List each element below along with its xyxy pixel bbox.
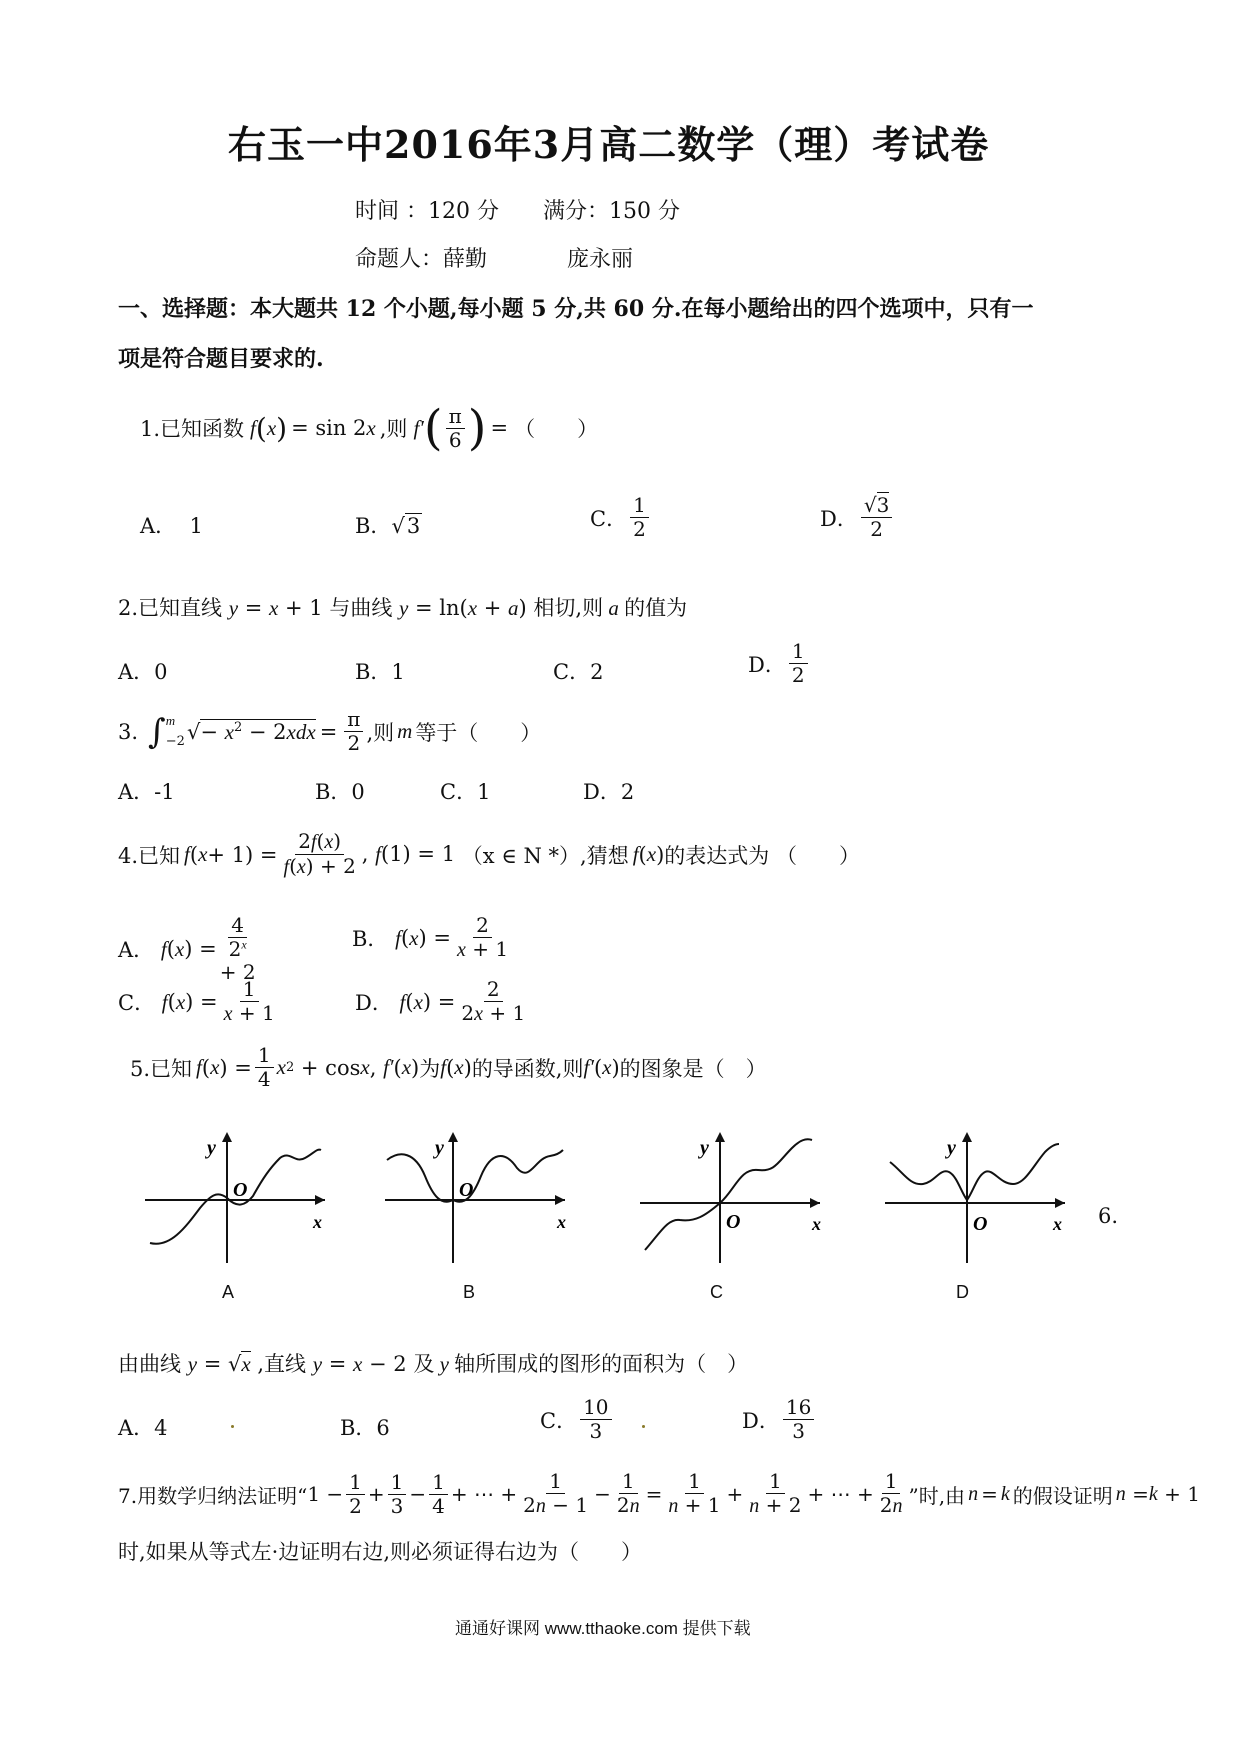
q1-option-a: A． 1 <box>140 514 203 538</box>
exam-author: 命题人：薛勤 <box>355 247 488 272</box>
section-heading-line1: 一、选择题：本大题共 12 个小题,每小题 5 分,共 60 分.在每小题给出的四个选项中，只有一 <box>118 296 1034 322</box>
q2-option-b: B．1 <box>355 660 405 684</box>
question-3: 3. ∫ m −2 √ − $x^2 - 2xdx$ = $\frac{\pi}{2}$ ,则 m 等于（ ） <box>118 707 542 755</box>
question-6-number: 6. <box>1098 1204 1119 1228</box>
q6-option-b: B．6 <box>340 1416 390 1440</box>
q6-option-a: A．4 <box>118 1416 168 1440</box>
question-2: 2.已知直线 y = x + 1 与曲线 y = ln(x + a) 相切,则 a 的值为 <box>118 596 688 620</box>
q5-d-axis-y: y <box>947 1137 956 1159</box>
q5-d-axis-x: x <box>1053 1214 1062 1234</box>
q3-option-a: A．-1 <box>118 780 175 804</box>
q5-c-axis-y: y <box>700 1137 709 1159</box>
question-1: 1.已知函数 f ( x ) = sin 2x ,则 f′ ( $\frac{\pi}{6}$ ) = （ ） <box>140 400 599 456</box>
q1-option-b: B．√3 <box>355 514 421 538</box>
q5-graph-label-a: A <box>222 1282 235 1302</box>
q2-option-d: D． $\frac{1}{2}$ <box>748 640 811 687</box>
page-footer: 通通好课网 www.tthaoke.com 提供下载 <box>455 1619 751 1638</box>
q5-graph-b <box>385 1128 575 1268</box>
page-title: 右玉一中2016年3月高二数学（理）考试卷 <box>228 122 990 167</box>
q5-a-axis-x: x <box>313 1212 322 1232</box>
stray-dot-1 <box>231 1425 234 1428</box>
q5-b-origin: O <box>459 1179 474 1201</box>
question-6: 由曲线 y = √x ,直线 y = x − 2 及 y 轴所围成的图形的面积为（ ） <box>118 1352 749 1376</box>
q5-graph-a <box>145 1128 335 1268</box>
q5-b-axis-x: x <box>557 1212 566 1232</box>
q5-a-origin: O <box>233 1179 248 1201</box>
question-4: 4.已知 f ( x + 1) = $\frac{2f(x)}{f(x) + 2}$ , f(1) = 1 （x ∈ N *）,猜想 f ( x ) 的表达式为 （ ） <box>118 829 860 878</box>
question-7-line2: 时,如果从等式左·边证明右边,则必须证得右边为（ ） <box>118 1540 643 1564</box>
q5-c-axis-x: x <box>812 1214 821 1234</box>
q6-option-c: C． $\frac{10}{3}$ <box>540 1396 615 1443</box>
q5-d-origin: O <box>973 1213 988 1235</box>
q5-graph-label-d: D <box>956 1282 969 1302</box>
q5-graph-c <box>640 1128 830 1268</box>
q5-graph-d <box>885 1128 1075 1268</box>
q5-a-axis-y: y <box>207 1137 216 1159</box>
exam-author-2: 庞永丽 <box>567 247 634 272</box>
exam-score: 满分：150 分 <box>543 199 680 224</box>
q3-option-b: B．0 <box>315 780 365 804</box>
question-7: 7.用数学归纳法证明“ 1 − $\frac{1}{2}$ + $\frac{1}{3}$ − $\frac{1}{4}$ + ⋯ + $\frac{1}{2n - 1}$ − $\frac{1}{2n}$ = $\frac{1}{n + 1}$ + $\frac{1}{n + 2}$ + ⋯ + $\frac{1}{2n}$ ”时,由 n = k 的假设证明 n = k + 1 <box>118 1469 1200 1518</box>
q1-option-d: D． $\frac{√3}{2}$ <box>820 494 895 541</box>
stray-dot-2 <box>642 1425 645 1428</box>
section-heading-line2: 项是符合题目要求的. <box>118 346 324 372</box>
q5-graph-label-b: B <box>463 1282 476 1302</box>
question-5: 5.已知 f ( x ) = $\frac{1}{4}$ x 2 + cos x , f′ ( x ) 为 f ( x ) 的导函数,则 f′ ( x ) 的图象是（ ） <box>130 1043 767 1091</box>
q5-graph-label-c: C <box>710 1282 723 1302</box>
q1-option-c: C． $\frac{1}{2}$ <box>590 494 652 541</box>
q4-option-b: B． f ( x ) = $\frac{2}{x + 1}$ <box>352 913 509 961</box>
q4-option-d: D． f ( x ) = $\frac{2}{2x + 1}$ <box>355 977 526 1025</box>
q5-b-axis-y: y <box>435 1137 444 1159</box>
q3-option-d: D．2 <box>583 780 635 804</box>
q4-option-c: C． f ( x ) = $\frac{1}{x + 1}$ <box>118 977 275 1025</box>
q3-option-c: C．1 <box>440 780 491 804</box>
q5-c-origin: O <box>726 1211 741 1233</box>
exam-time: 时间 ：120 分 <box>355 199 499 224</box>
q2-option-a: A．0 <box>118 660 168 684</box>
q2-option-c: C．2 <box>553 660 604 684</box>
q6-option-d: D． $\frac{16}{3}$ <box>742 1396 817 1443</box>
q4-option-a: A． f ( x ) = 4 $2^x$ + 2 <box>118 913 256 984</box>
